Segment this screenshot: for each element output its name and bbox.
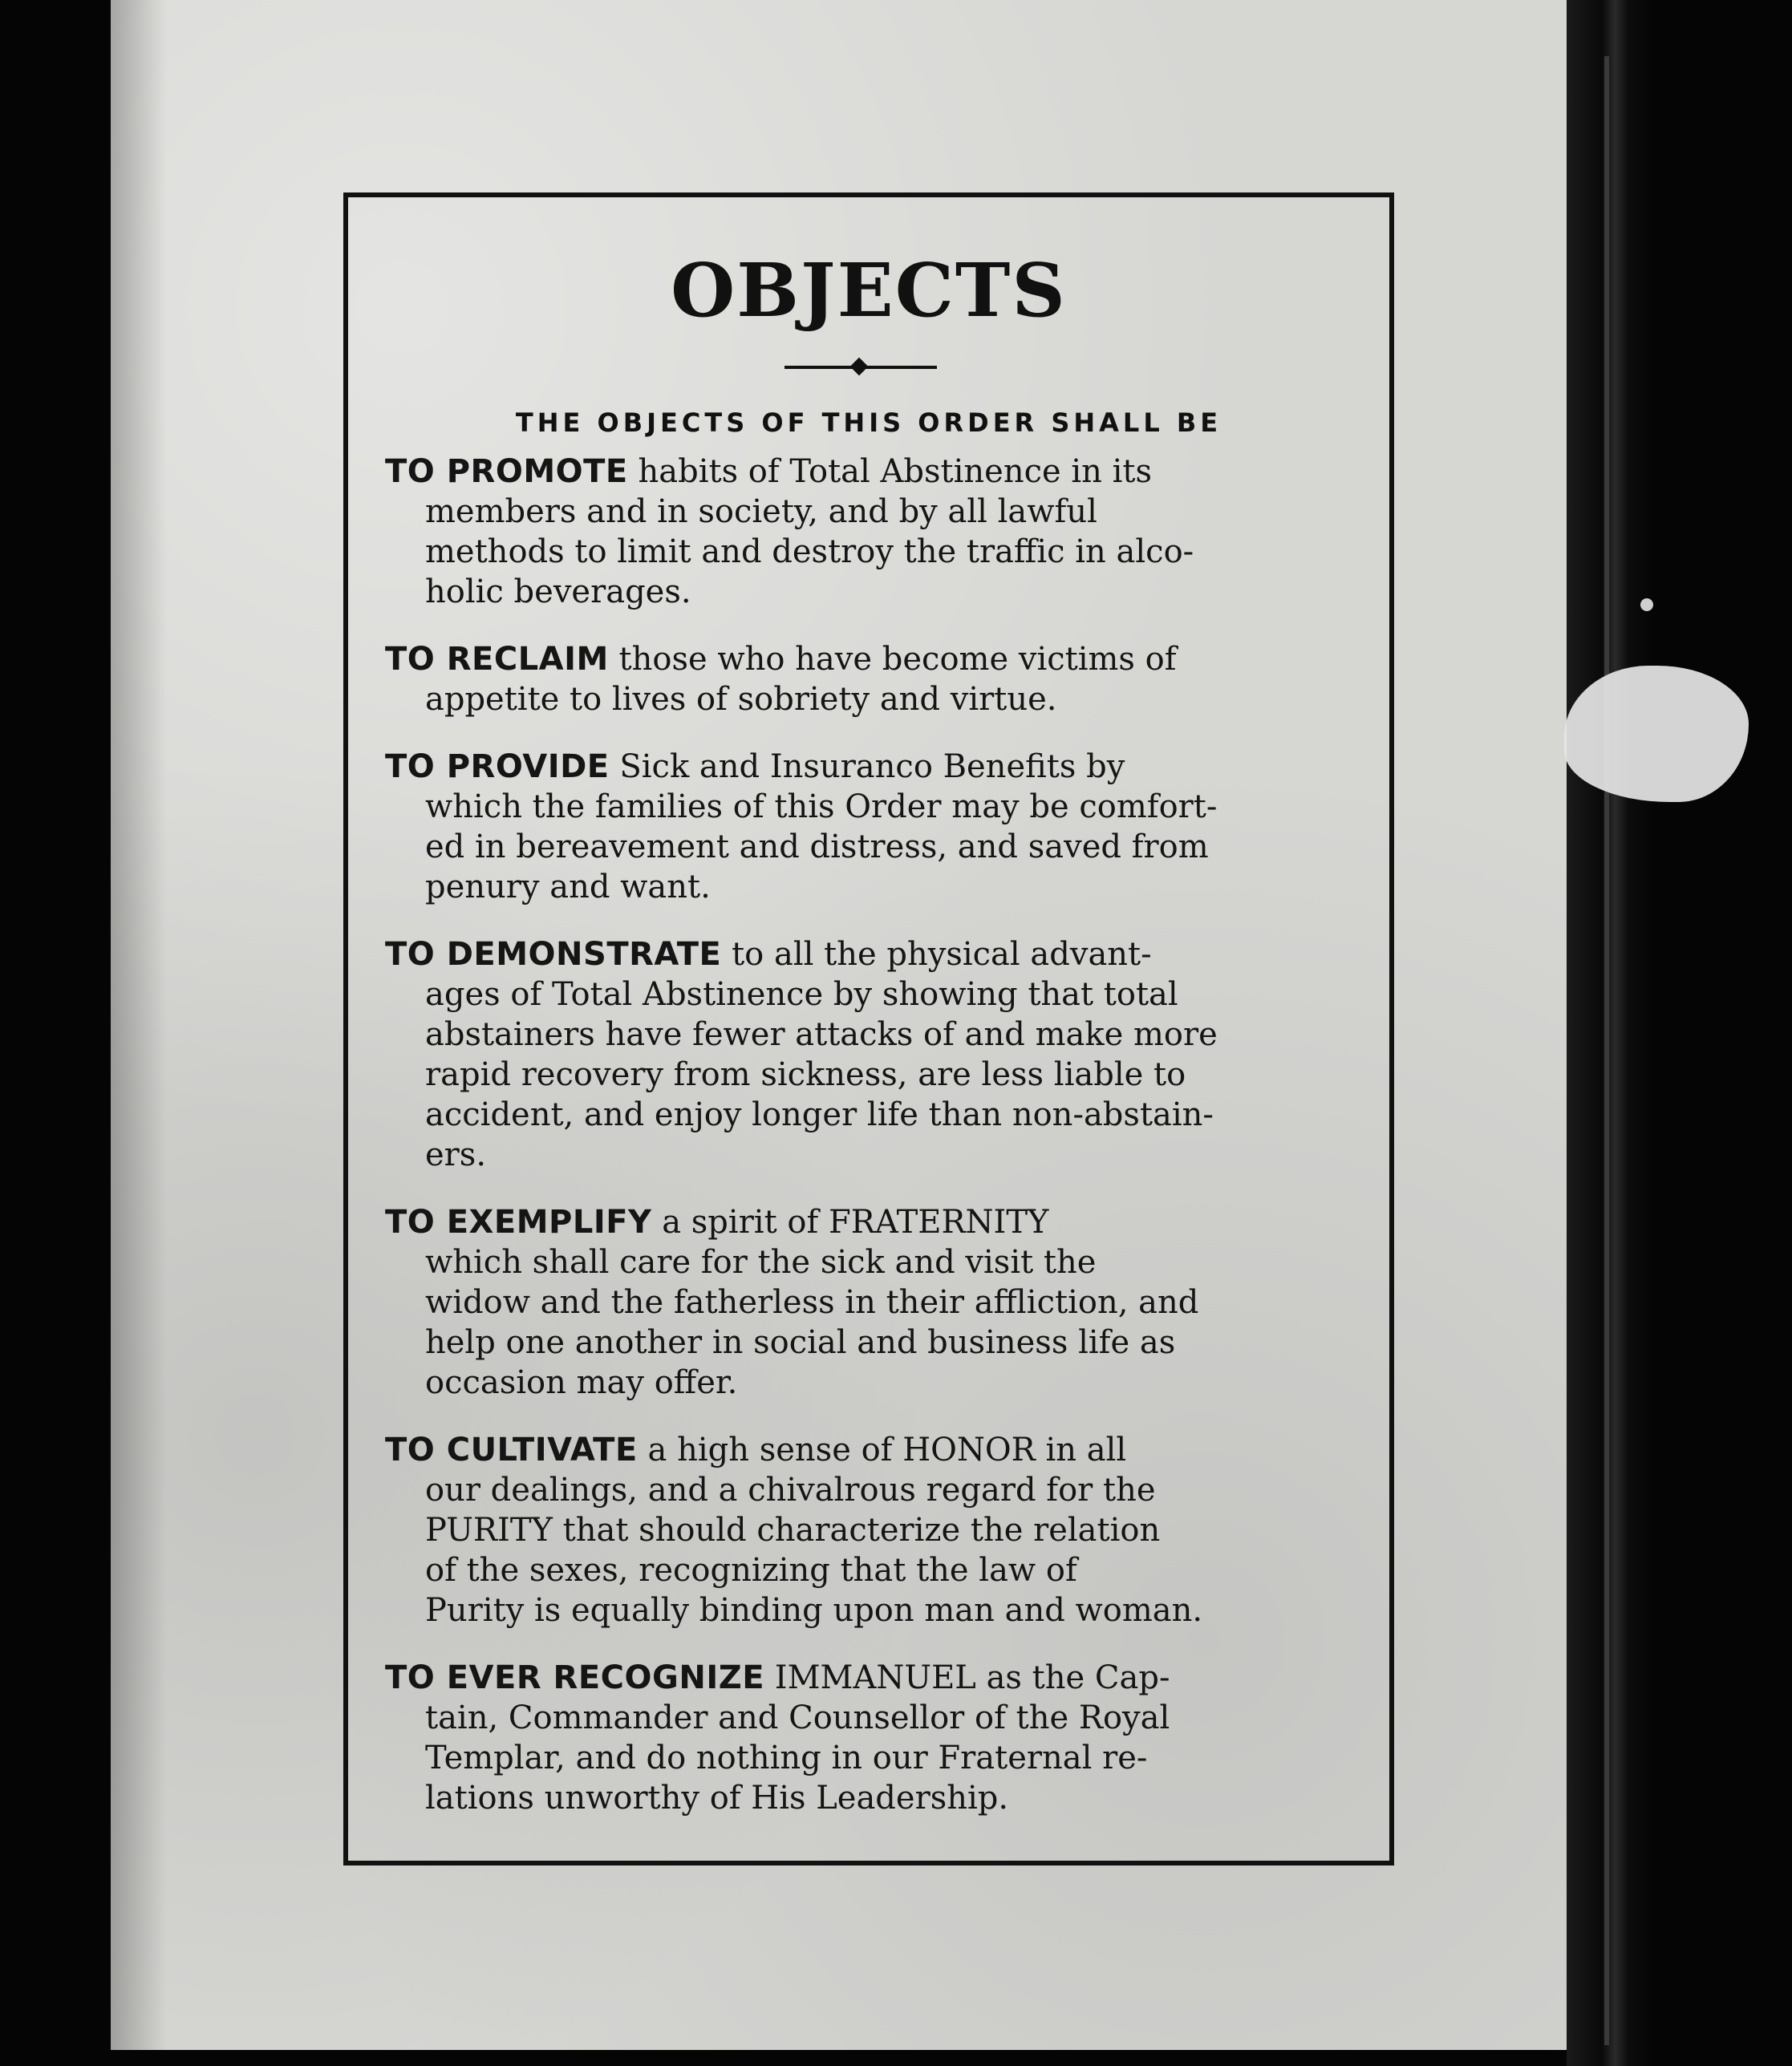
object-lead-word: TO PROMOTE [385, 453, 628, 490]
object-line: abstainers have fewer attacks of and make more [425, 1016, 1218, 1053]
object-lead-word: TO EVER RECOGNIZE [385, 1659, 765, 1696]
object-first-line [385, 1202, 1344, 1242]
object-line: ers. [425, 1136, 487, 1173]
object-line: holic beverages. [425, 573, 691, 610]
object-line: help one another in social and business life as [425, 1324, 1176, 1361]
object-first-line [385, 747, 1344, 787]
page-subtitle: THE OBJECTS OF THIS ORDER SHALL BE [515, 407, 1222, 438]
object-demonstrate [385, 934, 1344, 1175]
object-first-text: a spirit of FRATERNITY [651, 1204, 1049, 1241]
object-lead-word: TO CULTIVATE [385, 1432, 638, 1468]
object-first-text: those who have become victims of [608, 641, 1177, 678]
object-line: methods to limit and destroy the traffic in alco- [425, 533, 1194, 570]
object-exemplify [385, 1202, 1344, 1403]
page-edge-shadow [111, 0, 167, 2050]
object-first-line [385, 452, 1344, 492]
object-line: of the sexes, recognizing that the law of [425, 1552, 1077, 1589]
object-line: PURITY that should characterize the relation [425, 1512, 1161, 1549]
object-first-text: habits of Total Abstinence in its [627, 453, 1153, 490]
object-first-line [385, 1658, 1344, 1698]
object-first-line [385, 639, 1344, 679]
object-line: Templar, and do nothing in our Fraternal re- [425, 1740, 1148, 1776]
object-line: tain, Commander and Counsellor of the Royal [425, 1699, 1170, 1736]
object-line: ed in bereavement and distress, and saved from [425, 828, 1209, 865]
object-line: occasion may offer. [425, 1364, 738, 1401]
torn-paper-mark [1564, 666, 1749, 802]
objects-list [385, 452, 1344, 1845]
object-line: Purity is equally binding upon man and woman. [425, 1592, 1203, 1629]
object-lead-word: TO PROVIDE [385, 748, 610, 785]
object-lead-word: TO DEMONSTRATE [385, 936, 722, 973]
object-lead-word: TO EXEMPLIFY [385, 1204, 652, 1241]
book-spine [1567, 0, 1655, 2066]
object-line: which shall care for the sick and visit the [425, 1244, 1097, 1281]
object-reclaim [385, 639, 1344, 719]
paper-speck [1640, 598, 1653, 611]
spine-edge-line [1604, 56, 1609, 2045]
object-line: appetite to lives of sobriety and virtue. [425, 681, 1057, 718]
object-line: widow and the fatherless in their affliction, and [425, 1284, 1199, 1321]
object-first-text: a high sense of HONOR in all [637, 1432, 1127, 1468]
object-first-text: IMMANUEL as the Cap- [764, 1659, 1170, 1696]
object-first-text: to all the physical advant- [721, 936, 1152, 973]
object-line: members and in society, and by all lawful [425, 493, 1097, 530]
object-first-line [385, 934, 1344, 974]
object-first-line [385, 1430, 1344, 1470]
object-line: which the families of this Order may be comfort- [425, 788, 1218, 825]
object-first-text: Sick and Insuranco Benefits by [609, 748, 1125, 785]
object-line: our dealings, and a chivalrous regard for the [425, 1472, 1156, 1509]
object-line: ages of Total Abstinence by showing that total [425, 976, 1178, 1013]
object-line: accident, and enjoy longer life than non-abstain- [425, 1096, 1214, 1133]
object-cultivate [385, 1430, 1344, 1631]
object-line: lations unworthy of His Leadership. [425, 1780, 1009, 1817]
page-title: OBJECTS [671, 247, 1067, 334]
object-line: rapid recovery from sickness, are less liable to [425, 1056, 1186, 1093]
object-recognize [385, 1658, 1344, 1818]
object-line: penury and want. [425, 869, 711, 905]
object-provide [385, 747, 1344, 907]
object-promote [385, 452, 1344, 612]
object-lead-word: TO RECLAIM [385, 641, 609, 678]
